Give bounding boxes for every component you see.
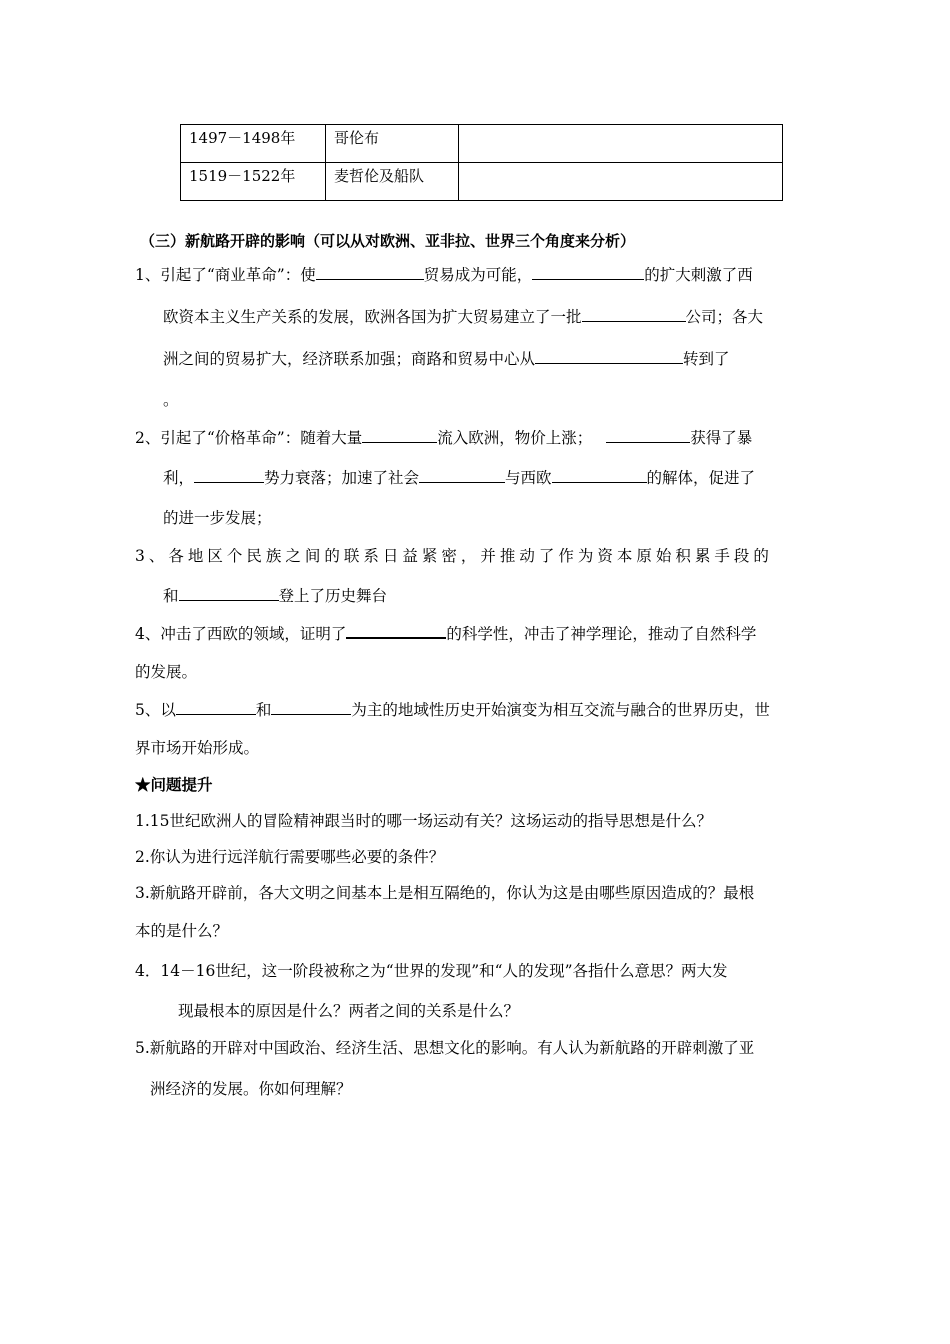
p1-text-c: 的扩大刺激了西	[644, 266, 753, 284]
p2-line3: 的进一步发展；	[163, 509, 272, 527]
voyage-navigator: 哥伦布	[326, 125, 459, 163]
fill-blank[interactable]	[271, 700, 351, 715]
p1-text-a: 1、引起了“商业革命”：使	[135, 266, 316, 284]
table-row	[181, 163, 783, 201]
question-2: 2.你认为进行远洋航行需要哪些必要的条件？	[135, 848, 445, 866]
p5-text: 为主的地域性历史开始演变为相互交流与融合的世界历史，世	[351, 701, 770, 719]
question-5-line1: 5.新航路的开辟对中国政治、经济生活、思想文化的影响。有人认为新航路的开辟刺激了亚	[135, 1039, 755, 1057]
question-4-line1: 4．14－16世纪，这一阶段被称之为“世界的发现”和“人的发现”各指什么意思？两大发	[135, 962, 728, 980]
p4-text: 的科学性，冲击了神学理论，推动了自然科学	[446, 625, 757, 643]
voyage-years: 1497－1498年	[181, 125, 326, 163]
fill-blank[interactable]	[179, 586, 279, 601]
p2-text: 2、引起了“价格革命”：随着大量	[135, 429, 363, 447]
p3-line1	[135, 546, 813, 566]
p1-text: 欧资本主义生产关系的发展，欧洲各国为扩大贸易建立了一批	[163, 308, 582, 326]
table-row	[181, 125, 783, 163]
fill-blank[interactable]	[419, 468, 505, 483]
fill-blank[interactable]	[552, 468, 647, 483]
voyage-navigator: 麦哲伦及船队	[326, 163, 459, 201]
question-3-line2: 本的是什么？	[135, 922, 229, 940]
p2-text: 与西欧	[505, 469, 552, 487]
question-1: 1.15世纪欧洲人的冒险精神跟当时的哪一场运动有关？这场运动的指导思想是什么？	[135, 812, 713, 830]
p1-line3	[163, 349, 730, 369]
fill-blank[interactable]	[606, 428, 690, 443]
section-heading: （三）新航路开辟的影响（可以从对欧洲、亚非拉、世界三个角度来分析）	[140, 232, 636, 250]
fill-blank[interactable]	[316, 265, 424, 280]
p3-text: 3、各地区个民族之间的联系日益紧密，并推动了作为资本原始积累手段的	[135, 547, 773, 565]
fill-blank[interactable]	[346, 623, 446, 639]
p2-text: 流入欧洲，物价上涨；	[437, 429, 593, 447]
fill-blank[interactable]	[582, 307, 686, 322]
p2-line1	[135, 428, 752, 448]
p3-text: 登上了历史舞台	[278, 587, 388, 605]
voyage-route-cell[interactable]	[459, 125, 783, 163]
p5-line1	[135, 700, 770, 720]
p2-text: 的解体，促进了	[646, 469, 756, 487]
voyage-years: 1519－1522年	[181, 163, 326, 201]
p5-text: 和	[255, 701, 272, 719]
voyage-table	[180, 124, 783, 201]
p5-line2: 界市场开始形成。	[135, 739, 260, 757]
p1-text-b: 贸易成为可能，	[423, 266, 533, 284]
p2-line2	[163, 468, 755, 488]
p1-text: 洲之间的贸易扩大，经济联系加强；商路和贸易中心从	[163, 350, 536, 368]
p3-line2	[163, 586, 387, 606]
p2-text: 利，	[163, 469, 195, 487]
question-4-line2: 现最根本的原因是什么？两者之间的关系是什么？	[178, 1002, 520, 1020]
question-3-line1: 3.新航路开辟前，各大文明之间基本上是相互隔绝的，你认为这是由哪些原因造成的？最根	[135, 884, 755, 902]
problems-heading: ★问题提升	[135, 775, 213, 794]
fill-blank[interactable]	[176, 700, 256, 715]
p2-text: 势力衰落；加速了社会	[264, 469, 420, 487]
p1-text: 转到了	[683, 350, 730, 368]
p3-text: 和	[163, 587, 179, 605]
p1-line2	[163, 307, 763, 327]
p1-line1	[135, 265, 753, 285]
fill-blank[interactable]	[362, 428, 437, 443]
p1-line4: 。	[163, 391, 179, 409]
question-5-line2: 洲经济的发展。你如何理解？	[150, 1080, 352, 1098]
fill-blank[interactable]	[194, 468, 264, 483]
voyage-route-cell[interactable]	[459, 163, 783, 201]
fill-blank[interactable]	[532, 265, 644, 280]
fill-blank[interactable]	[535, 349, 683, 364]
p1-text: 公司；各大	[685, 308, 764, 326]
p5-text: 5、以	[135, 701, 176, 719]
p4-line1	[135, 623, 756, 644]
p2-text: 获得了暴	[690, 429, 753, 447]
p4-text: 4、冲击了西欧的领域，证明了	[135, 625, 347, 643]
p4-line2: 的发展。	[135, 663, 198, 681]
